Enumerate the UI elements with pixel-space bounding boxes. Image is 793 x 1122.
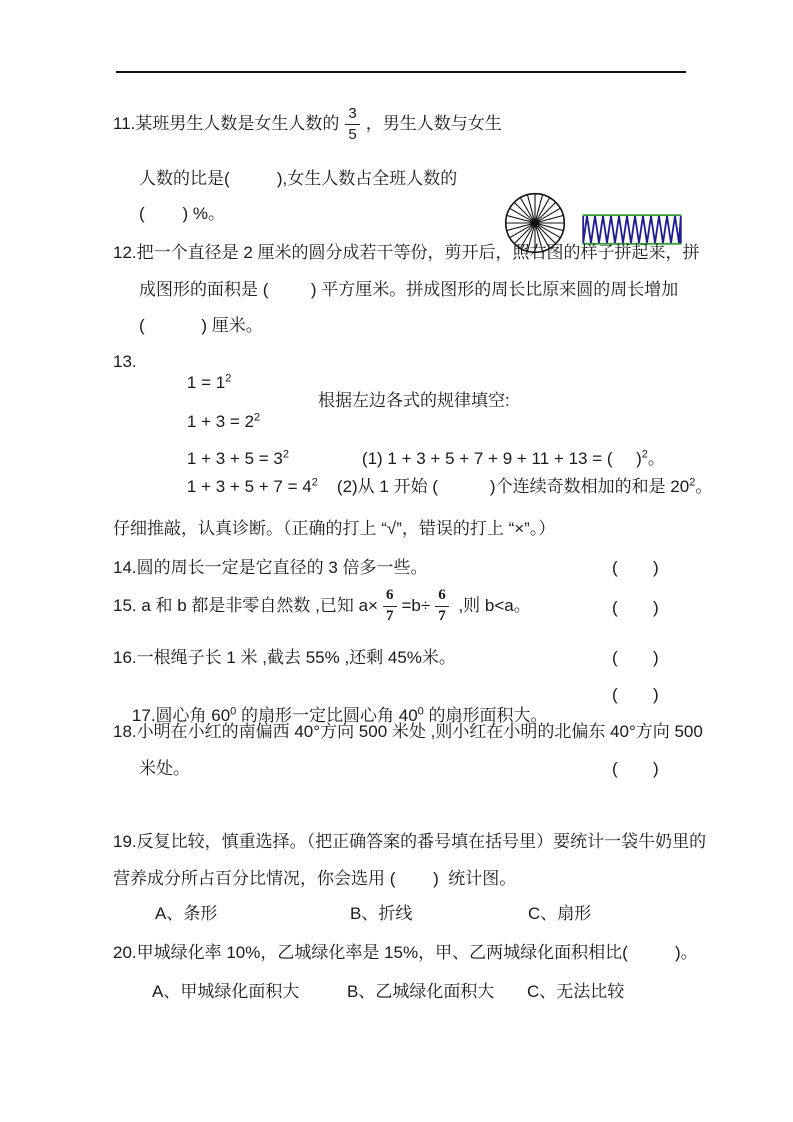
q13-eq2-base: 1 + 3 = 2 (186, 412, 255, 432)
q12-line3: ( ) 厘米。 (139, 316, 263, 335)
q13-sub1-sup: 2 (641, 448, 648, 461)
fraction-3-5 (345, 105, 359, 143)
q14-text: 14.圆的周长一定是它直径的 3 倍多一些。 (113, 558, 428, 577)
sector-circle-figure (504, 149, 566, 296)
q13-sub2-post: 。 (695, 477, 713, 497)
q17-post: 的扇形面积大。 (423, 706, 548, 726)
q11-line1 (113, 96, 502, 152)
q17-sup1: 0 (230, 705, 237, 718)
q13-sub2-sup: 2 (689, 476, 696, 489)
fraction-numerator: 3 (345, 105, 359, 124)
q20-option-a: A、甲城绿化面积大 (152, 982, 300, 1001)
q13-eq3-base: 1 + 3 + 5 = 3 (186, 449, 283, 469)
q15-answer-blank: ( ) (612, 598, 660, 617)
tf-section-header: 仔细推敲，认真诊断。（正确的打上 “√”，错误的打上 “×”。） (113, 519, 556, 538)
q17-pre: 17.圆心角 60 (131, 706, 231, 726)
q19-option-b: B、折线 (350, 904, 413, 923)
q15-mid: =b÷ (401, 596, 431, 616)
fraction-denominator: 7 (386, 607, 394, 624)
q17-mid: 的扇形一定比圆心角 40 (236, 706, 418, 726)
q12-line2: 成图形的面积是 ( ) 平方厘米。拼成图形的周长比原来圆的周长增加 (139, 280, 679, 299)
rearranged-strip-figure (582, 171, 682, 287)
q16-answer-blank: ( ) (612, 648, 660, 667)
q13-sub1-post: 。 (647, 449, 665, 469)
q19-line2: 营养成分所占百分比情况，你会选用 ( ) 统计图。 (113, 869, 517, 888)
q20-option-b: B、乙城绿化面积大 (347, 982, 495, 1001)
q17-answer-blank: ( ) (612, 685, 660, 704)
q12-line1: 12.把一个直径是 2 厘米的圆分成若干等份，剪开后，照右图的样子拼起来，拼 (113, 243, 700, 262)
q13-eq1-sup: 2 (225, 372, 232, 385)
q19-option-a: A、条形 (155, 904, 218, 923)
q13-sub2-pre: (2)从 1 开始 ( )个连续奇数相加的和是 20 (336, 477, 690, 497)
top-rule (116, 71, 686, 73)
q11-text-b: ，男生人数与女生 (365, 114, 502, 134)
q13-eq3-sup: 2 (282, 448, 289, 461)
q16-text: 16.一根绳子长 1 米 ,截去 55% ,还剩 45%米。 (113, 648, 456, 667)
q18-answer-blank: ( ) (612, 759, 660, 778)
fraction-6-7-second (435, 587, 449, 625)
q13-eq1-base: 1 = 1 (186, 373, 226, 393)
q15-pre: 15. a 和 b 都是非零自然数 ,已知 a× (113, 596, 378, 616)
q13-sub2 (318, 455, 712, 519)
q14-answer-blank: ( ) (612, 558, 660, 577)
q20-option-c: C、无法比较 (527, 982, 625, 1001)
fraction-6-7-first (383, 587, 397, 625)
q18-line1: 18.小明在小红的南偏西 40°方向 500 米处 ,则小红在小明的北偏东 40°方向 500 (113, 722, 703, 741)
q13-eq2-sup: 2 (254, 411, 261, 424)
fraction-numerator: 6 (383, 587, 397, 606)
q19-option-c: C、扇形 (528, 904, 592, 923)
q11-line3: ( ) %。 (139, 204, 225, 223)
q13-label: 13. (113, 352, 137, 371)
fraction-denominator: 5 (348, 125, 357, 143)
q15-post: ,则 b<a。 (453, 596, 531, 616)
q11-line2: 人数的比是( ),女生人数占全班人数的 (139, 169, 458, 188)
q19-line1: 19.反复比较，慎重选择。（把正确答案的番号填在括号里）要统计一袋牛奶里的 (113, 832, 707, 851)
q18-line2: 米处。 (139, 759, 190, 778)
fraction-numerator: 6 (435, 587, 449, 606)
q13-eq4 (168, 455, 318, 519)
fraction-denominator: 7 (438, 607, 446, 624)
q15-text (113, 584, 531, 628)
q13-sub1-pre: (1) 1 + 3 + 5 + 7 + 9 + 11 + 13 = ( ) (361, 449, 642, 469)
q20-line1: 20.甲城绿化率 10%，乙城绿化率是 15%，甲、乙两城绿化面积相比( )。 (113, 943, 698, 962)
q13-eq4-sup: 2 (311, 476, 318, 489)
q11-text-a: 11.某班男生人数是女生人数的 (113, 114, 340, 134)
q17-sup2: 0 (417, 705, 424, 718)
q13-eq4-base: 1 + 3 + 5 + 7 = 4 (186, 477, 312, 497)
q13-note: 根据左边各式的规律填空: (318, 391, 510, 410)
